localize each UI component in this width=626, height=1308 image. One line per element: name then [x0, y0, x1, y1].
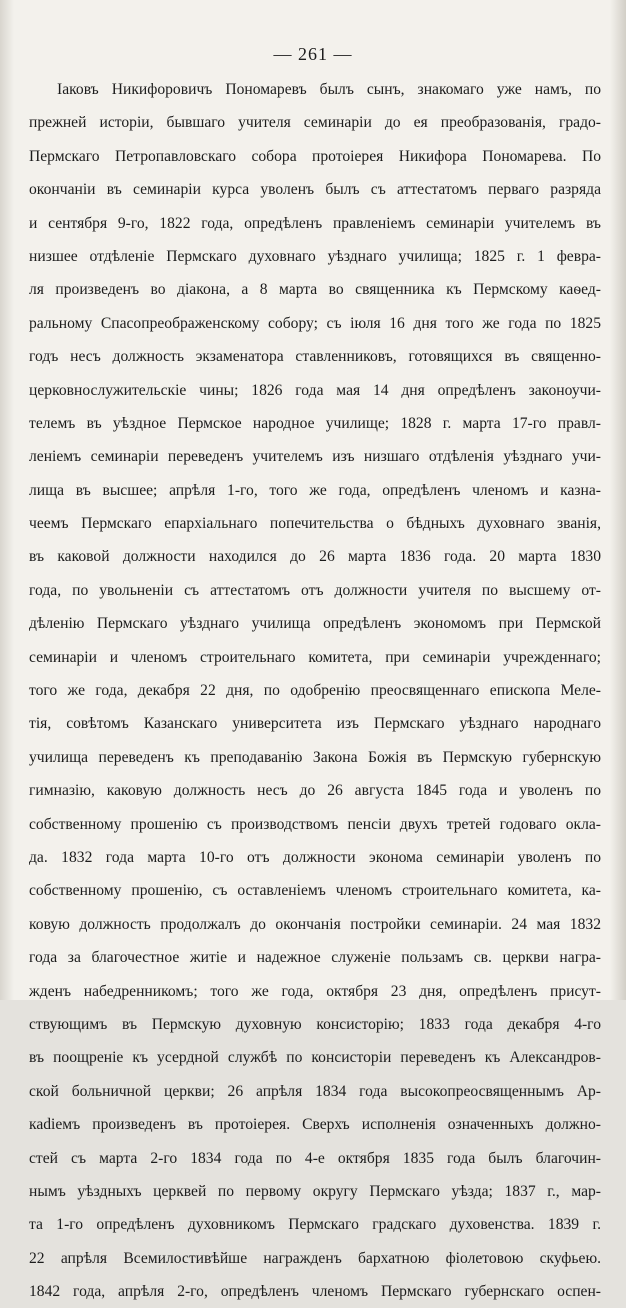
text-line: ской больничной церкви; 26 апрѣля 1834 года высокопреосвященнымъ Ар- [29, 1082, 601, 1100]
page-left-edge [0, 0, 14, 1000]
text-line: жденъ набедренникомъ; того же года, октября 23 дня, опредѣленъ присут- [29, 982, 601, 1000]
text-line: низшее отдѣленіе Пермскаго духовнаго уѣзднаго училища; 1825 г. 1 февра- [29, 247, 601, 265]
text-line: дѣленію Пермскаго уѣзднаго училища опредѣленъ экономомъ при Пермской [29, 615, 601, 633]
text-line: въ поощреніе къ усердной службѣ по консисторіи переведенъ къ Александров- [29, 1049, 601, 1067]
text-line: и сентября 9-го, 1822 года, опредѣленъ правленіемъ семинаріи учителемъ въ [29, 214, 601, 232]
text-line: леніемъ семинаріи переведенъ учителемъ изъ низшаго отдѣленія уѣзднаго учи- [29, 448, 601, 466]
text-line: лища въ высшее; апрѣля 1-го, того же года, опредѣленъ членомъ и казна- [29, 481, 601, 499]
text-line: да. 1832 года марта 10-го отъ должности эконома семинаріи уволенъ по [29, 848, 601, 866]
text-line: семинаріи и членомъ строительнаго комитета, при семинаріи учрежденнаго; [29, 648, 601, 666]
text-line: Іаковъ Никифоровичъ Пономаревъ былъ сынъ, знакомаго уже намъ, по [57, 81, 601, 98]
text-line: ля произведенъ во діакона, а 8 марта во священника къ Пермскому каѳед- [29, 281, 601, 299]
text-line: того же года, декабря 22 дня, по одобренію преосвященнаго епископа Меле- [29, 682, 601, 700]
text-line: 1842 года, апрѣля 2-го, опредѣленъ членомъ Пермскаго губернскаго оспен- [29, 1283, 601, 1301]
page-right-edge [610, 0, 626, 1000]
text-line: ковую должность продолжалъ до окончанія постройки семинаріи. 24 мая 1832 [29, 915, 601, 933]
text-line: года за благочестное житіе и надежное служеніе пользамъ св. церкви награ- [29, 949, 601, 967]
page-number: — 261 — [273, 44, 353, 64]
text-line: прежней исторіи, бывшаго учителя семинаріи до ея преобразованія, градо- [29, 114, 601, 132]
text-line: чеемъ Пермскаго епархіальнаго попечительства о бѣдныхъ духовнаго званія, [29, 515, 601, 533]
text-line: окончаніи въ семинаріи курса уволенъ былъ съ аттестатомъ перваго разряда [29, 181, 601, 199]
text-line: каdіемъ произведенъ въ протоіерея. Сверхъ исполненія означенныхъ должно- [29, 1116, 601, 1134]
text-line: годъ несъ должность экзаменатора ставленниковъ, готовящихся въ священно- [29, 348, 601, 366]
body-text [29, 73, 601, 1308]
text-line: собственному прошенію съ производствомъ пенсіи двухъ третей годоваго окла- [29, 815, 601, 833]
text-line: ствующимъ въ Пермскую духовную консисторію; 1833 года декабря 4-го [29, 1015, 601, 1033]
text-line: въ каковой должности находился до 26 марта 1836 года. 20 марта 1830 [29, 548, 601, 566]
text-line: та 1-го опредѣленъ духовникомъ Пермскаго градскаго духовенства. 1839 г. [29, 1216, 601, 1234]
text-line: собственному прошенію, съ оставленіемъ членомъ строительнаго комитета, ка- [29, 882, 601, 900]
text-line: тія, совѣтомъ Казанскаго университета изъ Пермскаго уѣзднаго народнаго [29, 715, 601, 733]
text-line: гимназію, каковую должность несъ до 26 августа 1845 года и уволенъ по [29, 782, 601, 800]
text-line: Пермскаго Петропавловскаго собора протоіерея Никифора Пономарева. По [29, 147, 601, 165]
text-line: года, по увольненіи съ аттестатомъ отъ должности учителя по высшему от- [29, 581, 601, 599]
text-line: телемъ въ уѣздное Пермское народное училище; 1828 г. марта 17-го правл- [29, 414, 601, 432]
text-line: училища переведенъ къ преподаванію Закона Божія въ Пермскую губернскую [29, 748, 601, 766]
text-line: церковнослужительскіе чины; 1826 года мая 14 дня опредѣленъ законоучи- [29, 381, 601, 399]
text-line: нымъ уѣздныхъ церквей по первому округу Пермскаго уѣзда; 1837 г., мар- [29, 1182, 601, 1200]
text-line: 22 апрѣля Всемилостивѣйше награжденъ бархатною фіолетовою скуфьею. [29, 1249, 601, 1267]
text-line: стей съ марта 2-го 1834 года по 4-е октября 1835 года былъ благочин- [29, 1149, 601, 1167]
text-line: ральному Спасопреображенскому собору; съ іюля 16 дня того же года по 1825 [29, 314, 601, 332]
